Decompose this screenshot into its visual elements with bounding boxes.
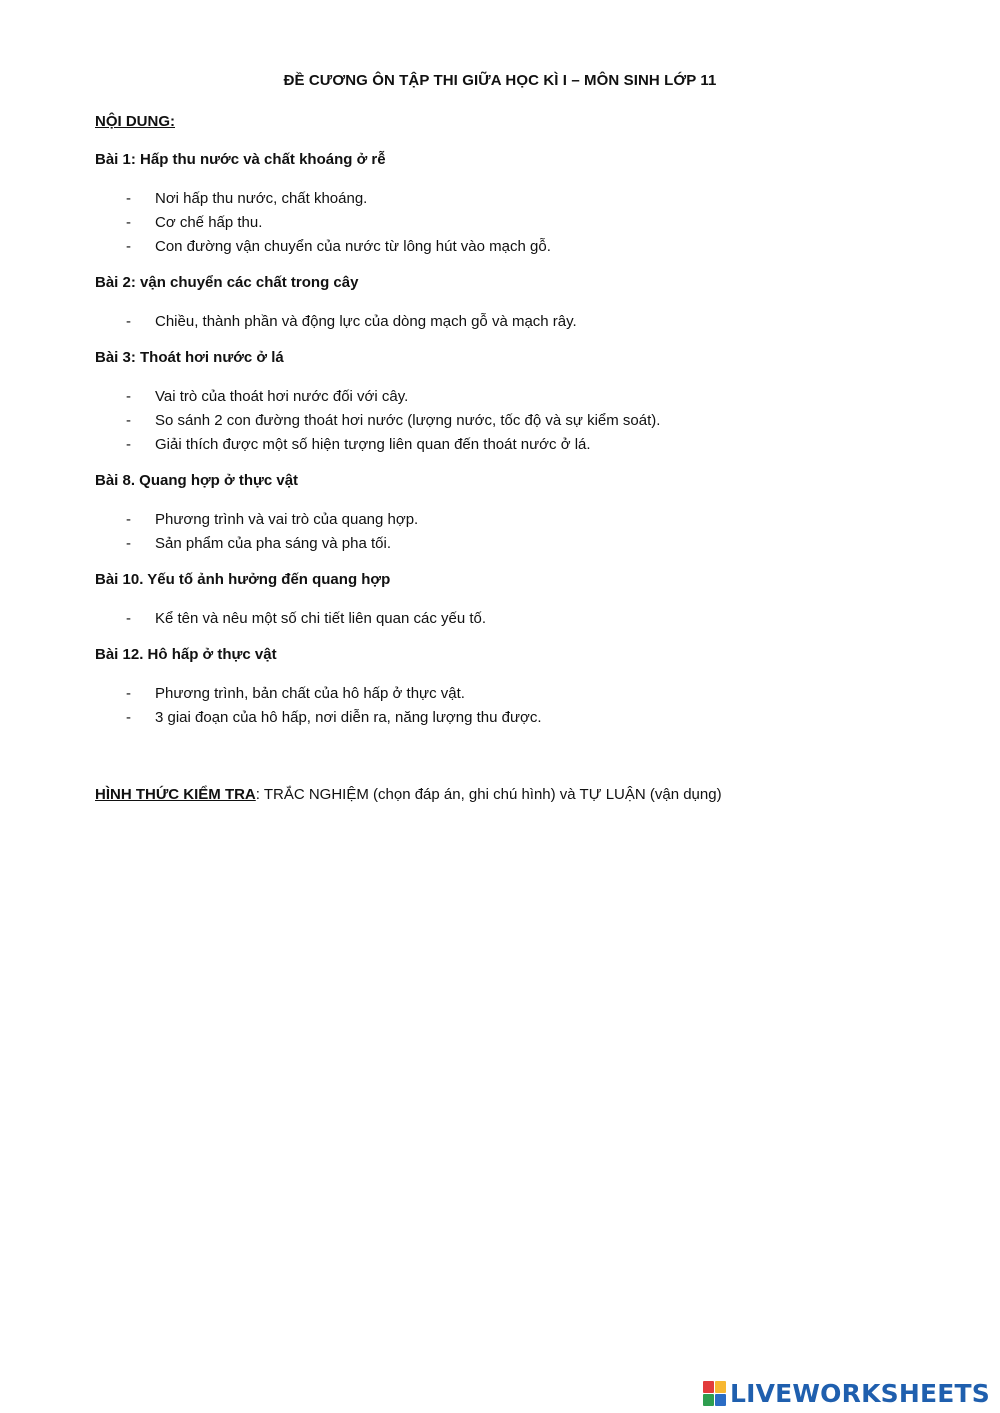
- bullet-dash: -: [126, 313, 131, 330]
- section-title: Bài 1: Hấp thu nước và chất khoáng ở rễ: [95, 151, 386, 168]
- bullet-dash: -: [126, 709, 131, 726]
- list-item: [95, 508, 915, 532]
- bullet-dash: -: [126, 412, 131, 429]
- section-title: Bài 2: vận chuyển các chất trong cây: [95, 274, 359, 291]
- list-item-text: Sản phẩm của pha sáng và pha tối.: [155, 535, 392, 552]
- section-title: Bài 8. Quang hợp ở thực vật: [95, 472, 299, 489]
- list-item: [95, 211, 915, 235]
- bullet-dash: -: [126, 436, 131, 453]
- document-title: ĐỀ CƯƠNG ÔN TẬP THI GIỮA HỌC KÌ I – MÔN SINH LỚP 11: [283, 72, 717, 89]
- logo-square: [715, 1394, 726, 1406]
- list-item: [95, 310, 915, 334]
- bullet-dash: -: [126, 238, 131, 255]
- content-heading: NỘI DUNG:: [95, 113, 175, 130]
- watermark-text: LIVEWORKSHEETS: [729, 1378, 990, 1408]
- section-items: [95, 385, 915, 457]
- list-item-text: Nơi hấp thu nước, chất khoáng.: [155, 190, 368, 207]
- logo-square: [703, 1381, 714, 1393]
- logo-square: [703, 1394, 714, 1406]
- section-items: [95, 508, 915, 556]
- bullet-dash: -: [126, 190, 131, 207]
- section-items: [95, 310, 915, 334]
- list-item-text: Phương trình, bản chất của hô hấp ở thực vật.: [155, 685, 465, 702]
- list-item-text: So sánh 2 con đường thoát hơi nước (lượng nước, tốc độ và sự kiểm soát).: [155, 412, 661, 429]
- list-item: [95, 409, 915, 433]
- exam-format-label: HÌNH THỨC KIỂM TRA: [95, 786, 256, 803]
- list-item: [95, 433, 915, 457]
- list-item: [95, 385, 915, 409]
- bullet-dash: -: [126, 685, 131, 702]
- bullet-dash: -: [126, 388, 131, 405]
- list-item: [95, 532, 915, 556]
- liveworksheets-logo-icon: [703, 1381, 726, 1406]
- list-item-text: Chiều, thành phần và động lực của dòng mạch gỗ và mạch rây.: [155, 313, 577, 330]
- document-content: [95, 112, 915, 744]
- list-item: [95, 235, 915, 259]
- list-item: [95, 682, 915, 706]
- list-item: [95, 187, 915, 211]
- section-items: [95, 187, 915, 259]
- list-item-text: 3 giai đoạn của hô hấp, nơi diễn ra, năng lượng thu được.: [155, 709, 542, 726]
- logo-square: [715, 1381, 726, 1393]
- list-item-text: Giải thích được một số hiện tượng liên quan đến thoát nước ở lá.: [155, 436, 591, 453]
- section-title: Bài 10. Yếu tố ảnh hưởng đến quang hợp: [95, 571, 391, 588]
- section-items: [95, 682, 915, 730]
- bullet-dash: -: [126, 610, 131, 627]
- section-title: Bài 12. Hô hấp ở thực vật: [95, 646, 277, 663]
- list-item: [95, 607, 915, 631]
- list-item-text: Cơ chế hấp thu.: [155, 214, 263, 231]
- sections-list: [95, 150, 915, 730]
- bullet-dash: -: [126, 511, 131, 528]
- list-item-text: Kể tên và nêu một số chi tiết liên quan các yếu tố.: [155, 610, 487, 627]
- liveworksheets-watermark: [703, 1378, 990, 1408]
- section-items: [95, 607, 915, 631]
- list-item-text: Con đường vận chuyển của nước từ lông hút vào mạch gỗ.: [155, 238, 551, 255]
- section-title: Bài 3: Thoát hơi nước ở lá: [95, 349, 284, 366]
- list-item-text: Vai trò của thoát hơi nước đối với cây.: [155, 388, 409, 405]
- list-item-text: Phương trình và vai trò của quang hợp.: [155, 511, 419, 528]
- exam-format-text: : TRẮC NGHIỆM (chọn đáp án, ghi chú hình) và TỰ LUẬN (vận dụng): [255, 786, 722, 803]
- list-item: [95, 706, 915, 730]
- bullet-dash: -: [126, 214, 131, 231]
- bullet-dash: -: [126, 535, 131, 552]
- exam-format: [95, 784, 722, 806]
